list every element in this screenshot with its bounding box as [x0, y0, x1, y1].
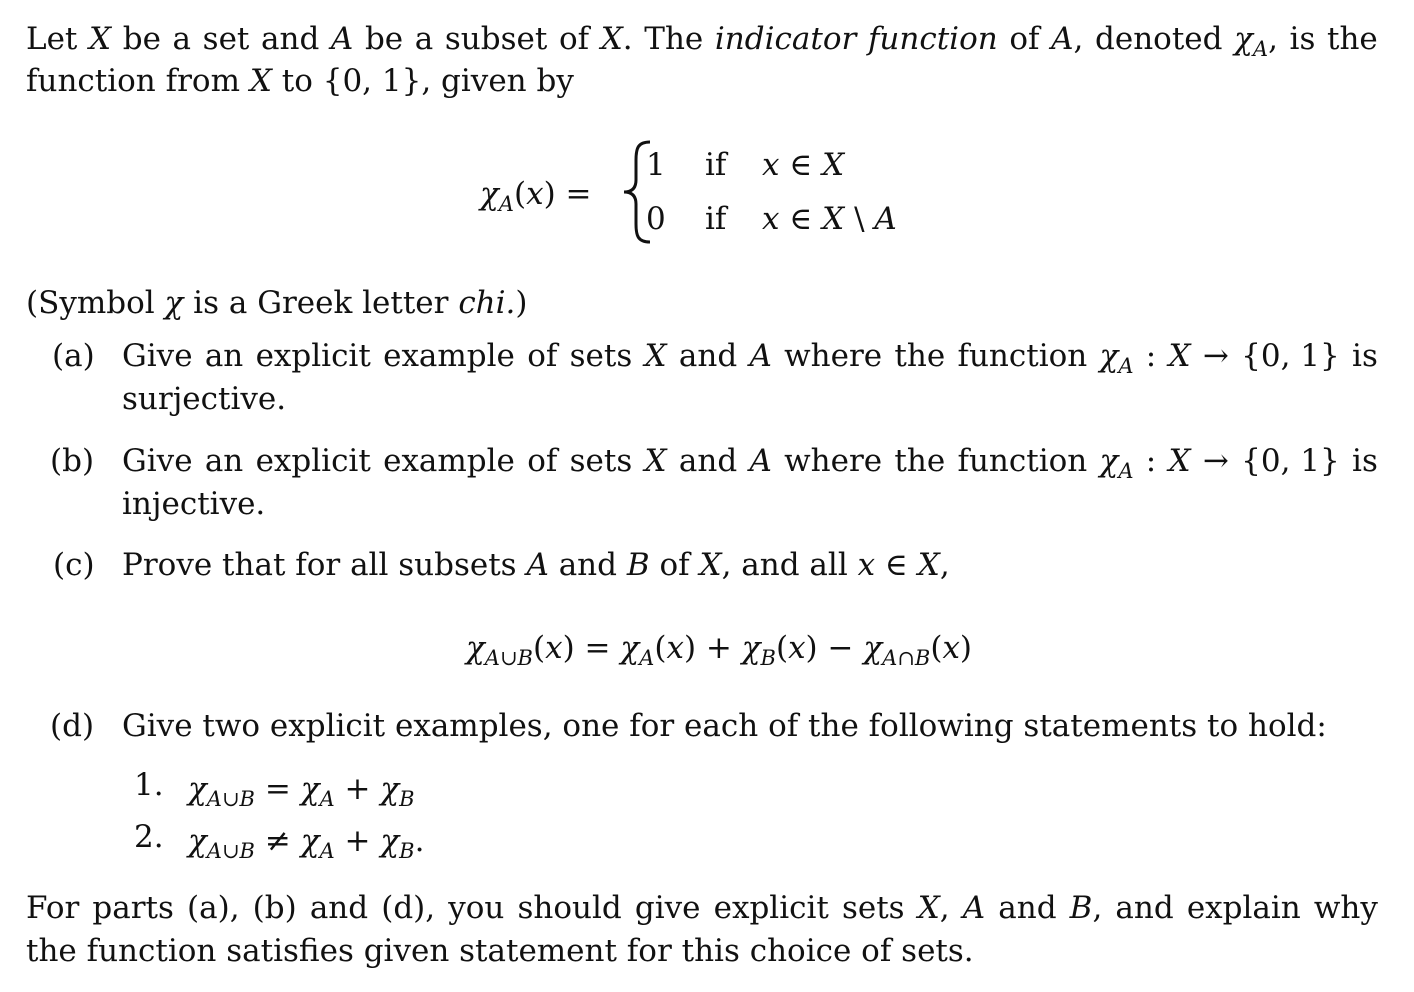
part-a-label: (a)	[52, 338, 95, 374]
part-b-line-2: injective.	[122, 486, 266, 522]
intro-line-2: function from X to {0, 1}, given by	[26, 63, 574, 99]
footer-line-1: For parts (a), (b) and (d), you should give explicit sets X, A and B, and explain why	[26, 890, 1378, 926]
case1-value: 1	[646, 147, 666, 183]
case2-condition: if	[705, 201, 727, 237]
part-d-item-1-text: $\chi_{A\cup B} = \chi_A + \chi_B$	[188, 771, 415, 811]
part-d-item-2-text: $\chi_{A\cup B} \ne \chi_A + \chi_B$.	[188, 823, 425, 863]
part-d-item-2-num: 2.	[134, 819, 164, 855]
part-d-item-1-num: 1.	[134, 767, 164, 803]
part-a-line-2: surjective.	[122, 381, 287, 417]
part-a-line-1: Give an explicit example of sets X and A where the function $\chi_A$ : X → {0, 1} is	[122, 338, 1378, 378]
footer-line-2: the function satisfies given statement for this choice of sets.	[26, 933, 974, 969]
intro-line-1: Let X be a set and A be a subset of X. The indicator function of A, denoted $\chi_A$, is the	[26, 21, 1378, 61]
symbol-note: (Symbol χ is a Greek letter chi.)	[26, 285, 528, 321]
case2-set: x ∈ X \ A	[762, 201, 897, 237]
part-b-label: (b)	[50, 443, 95, 479]
case1-condition: if	[705, 147, 727, 183]
case1-set: x ∈ X	[762, 147, 845, 183]
part-d-label: (d)	[50, 708, 95, 744]
part-d-line-1: Give two explicit examples, one for each of the following statements to hold:	[122, 708, 1327, 744]
part-c-formula: $\chi_{A\cup B}(x) = \chi_A(x) + \chi_B(x) - \chi_{A\cap B}(x)$	[466, 630, 973, 670]
definition-lhs: $\chi_A(x)$ =	[480, 176, 592, 216]
case2-value: 0	[646, 201, 666, 237]
part-b-line-1: Give an explicit example of sets X and A where the function $\chi_A$ : X → {0, 1} is	[122, 443, 1378, 483]
part-c-line-1: Prove that for all subsets A and B of X, and all x ∈ X,	[122, 547, 950, 583]
part-c-label: (c)	[53, 547, 95, 583]
